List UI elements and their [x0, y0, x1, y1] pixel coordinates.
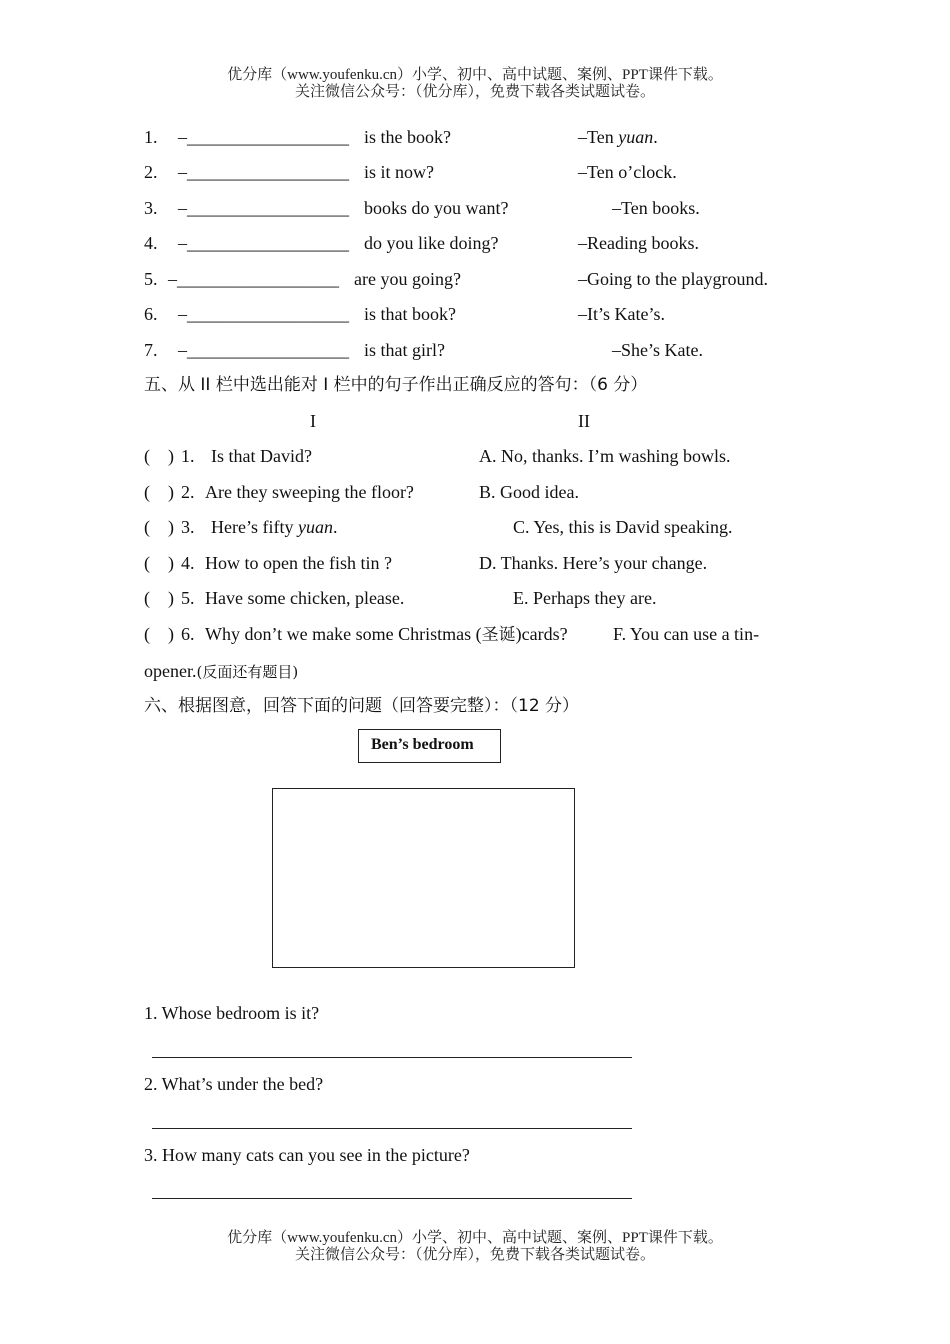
item-number: 5.: [144, 269, 158, 289]
footer-line-2: 关注微信公众号：（优分库），免费下载各类试题试卷。: [294, 1247, 655, 1263]
item-number: 5.: [181, 588, 195, 608]
response-post: .: [653, 127, 658, 147]
answer-line-3[interactable]: [152, 1198, 632, 1199]
answer-paren[interactable]: ( ): [144, 482, 174, 502]
response-text: –Ten books.: [612, 198, 700, 218]
header-line-2: 关注微信公众号：（优分库），免费下载各类试题试卷。: [294, 84, 655, 100]
item-number: 4.: [181, 553, 195, 573]
question-post: .: [332, 517, 338, 537]
option-text: E. Perhaps they are.: [513, 588, 657, 608]
section6-heading: 六、根据图意，回答下面的问题（回答要完整）：（12 分）: [144, 696, 580, 716]
item-number: 6.: [144, 304, 158, 324]
question-post: )cards?: [515, 624, 568, 644]
back-side-note: (反面还有题目): [196, 663, 299, 681]
page-footer: [0, 1230, 950, 1264]
question-text: books do you want?: [364, 198, 509, 218]
question-text: do you like doing?: [364, 233, 499, 253]
item-number: 1.: [144, 127, 158, 147]
answer-paren[interactable]: ( ): [144, 588, 174, 608]
question-text: is that book?: [364, 304, 456, 324]
answer-blank: –__________________: [178, 233, 349, 253]
answer-blank: –__________________: [178, 198, 349, 218]
option-continuation: opener.: [144, 661, 197, 681]
question-text: [211, 516, 337, 538]
column-2-label: II: [578, 411, 590, 431]
item-number: 7.: [144, 340, 158, 360]
question-pre: Why don’t we make some Christmas (: [205, 624, 482, 644]
header-line-1: 优分库（www.youfenku.cn）小学、初中、高中试题、案例、PPT课件下载。: [227, 67, 723, 83]
question-text: Is that David?: [211, 446, 312, 466]
question-text: [205, 623, 568, 646]
item-number: 2.: [181, 482, 195, 502]
option-text: D. Thanks. Here’s your change.: [479, 553, 708, 573]
section5-heading: 五、从 II 栏中选出能对 I 栏中的句子作出正确反应的答句：（6 分）: [144, 375, 648, 395]
question-pre: Here’s fifty: [211, 517, 298, 537]
picture-question-2: 2. What’s under the bed?: [144, 1074, 324, 1094]
answer-paren[interactable]: ( ): [144, 517, 174, 537]
answer-paren[interactable]: ( ): [144, 624, 174, 644]
response-text: –It’s Kate’s.: [578, 304, 665, 324]
response-text: –Reading books.: [578, 233, 699, 253]
answer-blank: –__________________: [168, 269, 339, 289]
option-text: B. Good idea.: [479, 482, 579, 502]
item-number: 1.: [181, 446, 195, 466]
answer-line-2[interactable]: [152, 1128, 632, 1129]
item-number: 3.: [181, 517, 195, 537]
question-text: is it now?: [364, 162, 434, 182]
option-text: A. No, thanks. I’m washing bowls.: [479, 446, 731, 466]
answer-blank: –__________________: [178, 127, 349, 147]
answer-blank: –__________________: [178, 340, 349, 360]
item-number: 3.: [144, 198, 158, 218]
question-text: Are they sweeping the floor?: [205, 482, 414, 502]
answer-line-1[interactable]: [152, 1057, 632, 1058]
question-em: yuan: [297, 517, 333, 537]
response-text: –Ten o’clock.: [578, 162, 677, 182]
item-number: 2.: [144, 162, 158, 182]
question-text: Have some chicken, please.: [205, 588, 405, 608]
footer-line-1: 优分库（www.youfenku.cn）小学、初中、高中试题、案例、PPT课件下载。: [227, 1230, 723, 1246]
picture-title: Ben’s bedroom: [358, 729, 501, 763]
question-text: How to open the fish tin ?: [205, 553, 392, 573]
answer-blank: –__________________: [178, 304, 349, 324]
question-text: is that girl?: [364, 340, 445, 360]
answer-paren[interactable]: ( ): [144, 446, 174, 466]
response-text: –She’s Kate.: [612, 340, 703, 360]
answer-paren[interactable]: ( ): [144, 553, 174, 573]
question-text: is the book?: [364, 127, 451, 147]
picture-question-3: 3. How many cats can you see in the picture?: [144, 1145, 470, 1165]
question-text: are you going?: [354, 269, 461, 289]
answer-blank: –__________________: [178, 162, 349, 182]
column-1-label: I: [310, 411, 316, 431]
option-text: F. You can use a tin-: [613, 624, 760, 644]
match-row-6-continuation: [144, 660, 298, 683]
response-text: –Going to the playground.: [578, 269, 768, 289]
picture-frame: [272, 788, 575, 968]
option-text: C. Yes, this is David speaking.: [513, 517, 733, 537]
question-cn: 圣诞: [481, 625, 516, 645]
item-number: 6.: [181, 624, 195, 644]
picture-question-1: 1. Whose bedroom is it?: [144, 1003, 320, 1023]
response-text: [578, 126, 658, 148]
response-em: yuan: [618, 127, 654, 147]
response-pre: –Ten: [578, 127, 619, 147]
page-header: [0, 67, 950, 101]
item-number: 4.: [144, 233, 158, 253]
